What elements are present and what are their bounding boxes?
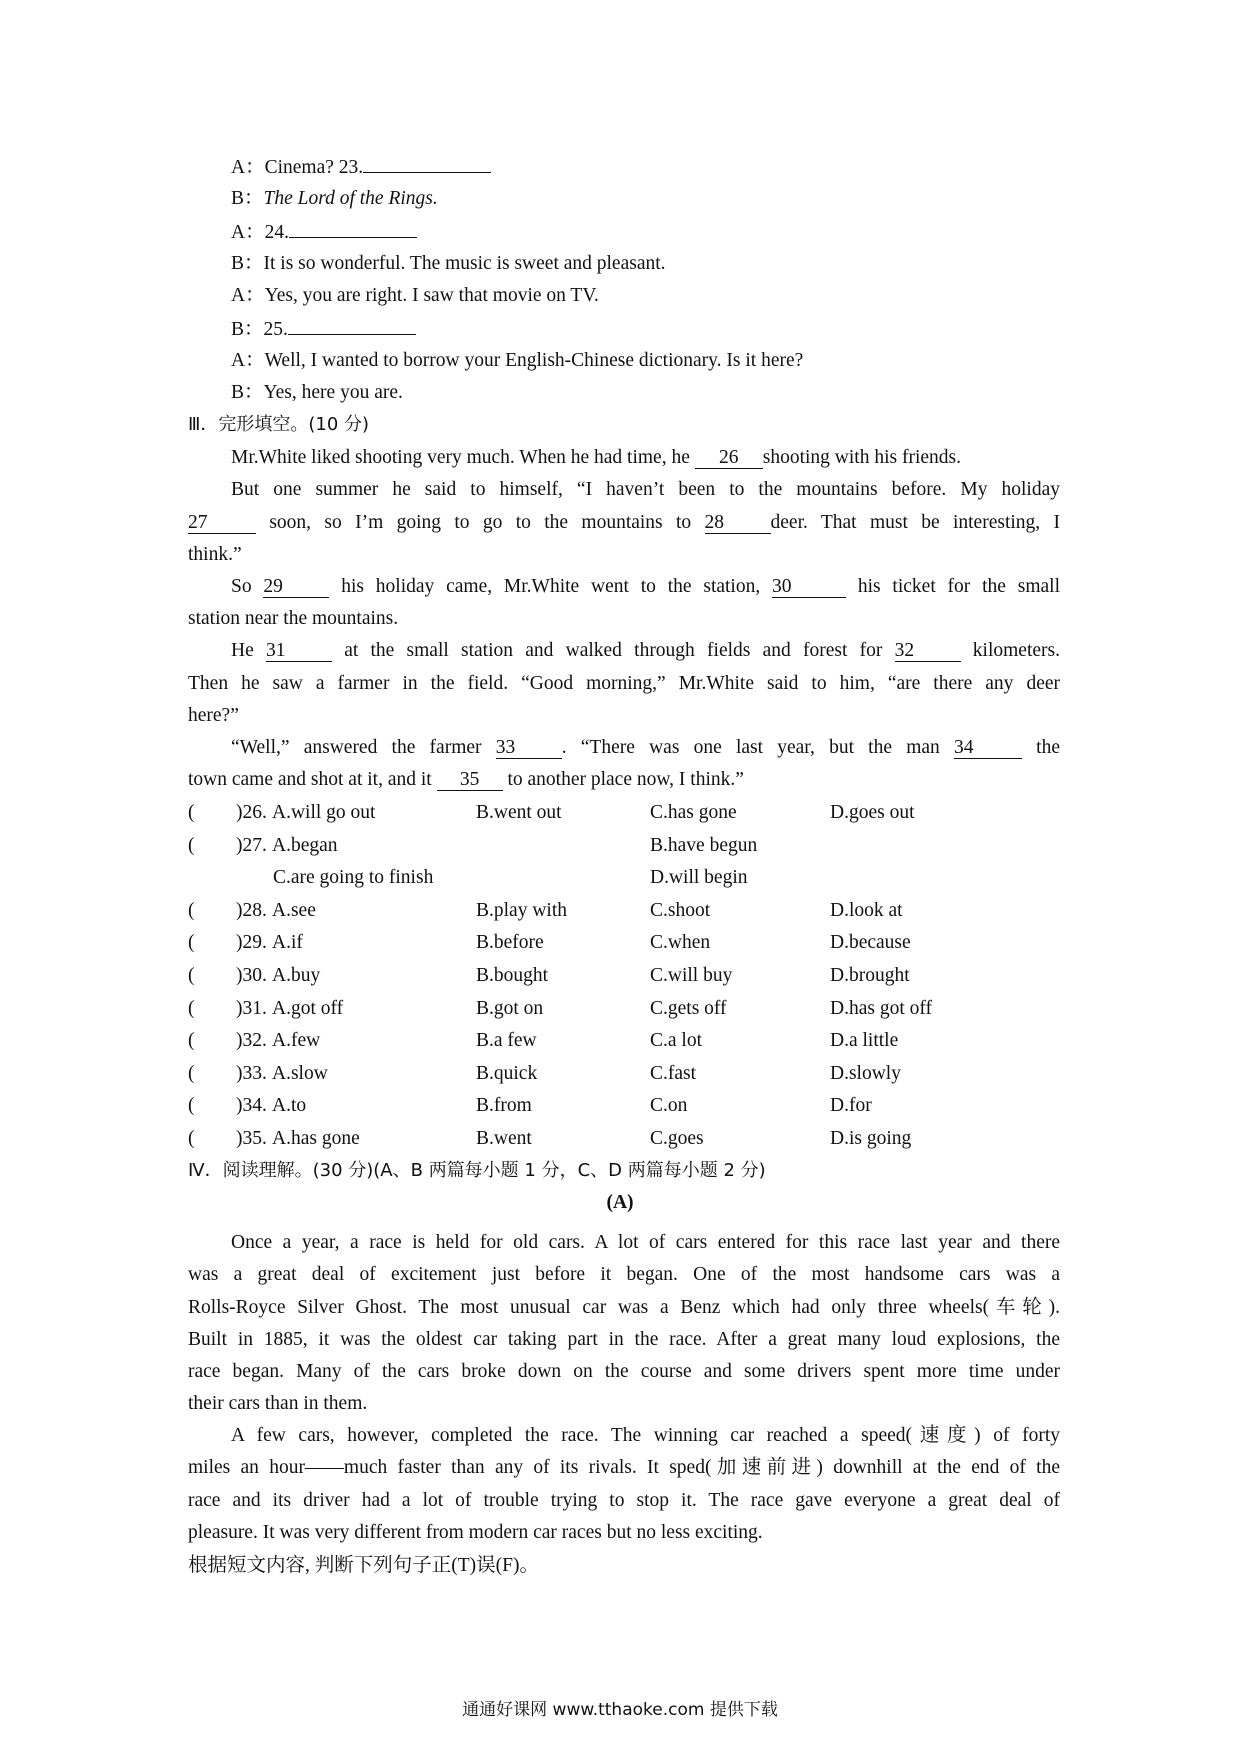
speaker-label: B： bbox=[231, 318, 264, 340]
dialogue-text: Cinema? 23. bbox=[264, 157, 364, 178]
cloze-blank-26: 26 bbox=[695, 448, 763, 469]
option-num: )35. bbox=[236, 1128, 267, 1149]
option-paren[interactable]: ( bbox=[188, 1095, 195, 1117]
cloze-blank-34: 34 bbox=[954, 738, 1022, 759]
option-num: )28. bbox=[236, 899, 267, 921]
speaker-label: B： bbox=[231, 382, 264, 404]
option-b: B.got on bbox=[476, 997, 544, 1019]
option-b: B.bought bbox=[476, 965, 549, 986]
option-b: B.went bbox=[476, 1128, 532, 1149]
option-a: A.buy bbox=[272, 965, 321, 986]
cloze-para-1: Mr.White liked shooting very much. When he had time, he 26 shooting with his friends. bbox=[231, 447, 961, 468]
dialogue-line bbox=[231, 283, 599, 309]
option-a: A.has gone bbox=[272, 1128, 360, 1149]
option-c: C.shoot bbox=[650, 899, 711, 921]
option-c: C.has gone bbox=[650, 802, 737, 823]
cloze-blank-28: 28 bbox=[705, 513, 771, 534]
option-a: A.to bbox=[272, 1095, 307, 1117]
dialogue-text: Yes, here you are. bbox=[263, 382, 403, 404]
option-a: A.got off bbox=[272, 997, 344, 1019]
option-paren[interactable]: ( bbox=[188, 1062, 195, 1084]
dialogue-line bbox=[231, 154, 491, 181]
option-num: )29. bbox=[236, 932, 267, 954]
option-c: C.gets off bbox=[650, 997, 727, 1019]
option-b: B.before bbox=[476, 932, 544, 954]
passage-line: miles an hour——much faster than any of its rivals. It sped(加速前进) downhill at the end of the bbox=[188, 1457, 1060, 1479]
option-d: D.has got off bbox=[830, 997, 933, 1019]
section-3-heading: Ⅲ．完形填空。(10 分) bbox=[188, 414, 370, 435]
option-c: D.will begin bbox=[650, 867, 748, 889]
passage-line: Once a year, a race is held for old cars. A lot of cars entered for this race last year and there bbox=[231, 1232, 1060, 1253]
cloze-para-2-line-3: think.” bbox=[188, 544, 242, 565]
option-a: C.are going to finish bbox=[273, 867, 434, 889]
option-c: C.goes bbox=[650, 1128, 704, 1149]
speaker-label: A： bbox=[231, 221, 265, 243]
option-a: A.few bbox=[272, 1030, 321, 1052]
dialogue-line bbox=[231, 380, 403, 406]
option-num: )34. bbox=[236, 1095, 267, 1117]
cloze-blank-32: 32 bbox=[895, 641, 961, 662]
speaker-label: A： bbox=[231, 285, 265, 307]
option-d: D.because bbox=[830, 932, 911, 954]
passage-line: race and its driver had a lot of trouble trying to stop it. The race gave everyone a great deal of bbox=[188, 1489, 1060, 1511]
passage-line: A few cars, however, completed the race. The winning car reached a speed(速度) of forty bbox=[231, 1425, 1060, 1446]
dialogue-text: Well, I wanted to borrow your English-Chinese dictionary. Is it here? bbox=[264, 349, 804, 371]
dialogue-line bbox=[231, 316, 416, 343]
cloze-blank-27: 27 bbox=[188, 513, 256, 534]
option-d: D.is going bbox=[830, 1128, 912, 1149]
dialogue-line bbox=[231, 186, 438, 212]
option-d: D.goes out bbox=[830, 802, 915, 823]
option-c: C.fast bbox=[650, 1062, 697, 1084]
dialogue-line bbox=[231, 251, 666, 277]
option-c: C.will buy bbox=[650, 965, 733, 986]
cloze-para-2-line-1: But one summer he said to himself, “I haven’t been to the mountains before. My holiday bbox=[231, 479, 1060, 500]
option-a: A.if bbox=[272, 932, 303, 954]
cloze-para-3-line-1: So 29 his holiday came, Mr.White went to the station, 30 his ticket for the small bbox=[231, 576, 1060, 597]
option-c: C.a lot bbox=[650, 1030, 702, 1052]
cloze-para-4-line-1: He 31 at the small station and walked through fields and forest for 32 kilometers. bbox=[231, 640, 1060, 661]
dialogue-line bbox=[231, 348, 803, 374]
option-num: )27. bbox=[236, 834, 267, 856]
dialogue-text: 24. bbox=[264, 221, 289, 243]
speaker-label: A： bbox=[231, 349, 265, 371]
cloze-para-5-line-2: town came and shot at it, and it 35 to another place now, I think.” bbox=[188, 769, 744, 790]
cloze-para-5-line-1: “Well,” answered the farmer 33 . “There was one last year, but the man 34 the bbox=[231, 737, 1060, 758]
dialogue-text: 25. bbox=[263, 318, 288, 340]
cloze-blank-30: 30 bbox=[772, 577, 846, 598]
option-num: )32. bbox=[236, 1030, 267, 1052]
cloze-blank-33: 33 bbox=[496, 738, 562, 759]
option-c: B.have begun bbox=[650, 834, 758, 856]
answer-blank[interactable] bbox=[288, 316, 416, 335]
true-false-instruction: 根据短文内容, 判断下列句子正(T)误(F)。 bbox=[188, 1555, 539, 1576]
option-b: B.from bbox=[476, 1095, 532, 1117]
option-d: D.look at bbox=[830, 899, 903, 921]
passage-a-paragraph-1-last: their cars than in them. bbox=[188, 1393, 368, 1414]
passage-line: Built in 1885, it was the oldest car taking part in the race. After a great many loud explosions, the bbox=[188, 1328, 1060, 1350]
option-num: )30. bbox=[236, 965, 267, 986]
speaker-label: B： bbox=[231, 252, 264, 274]
option-b: B.play with bbox=[476, 899, 567, 921]
page-footer: 通通好课网 www.tthaoke.com 提供下载 bbox=[462, 1700, 778, 1720]
option-paren[interactable]: ( bbox=[188, 899, 195, 921]
option-d: D.slowly bbox=[830, 1062, 901, 1084]
option-paren[interactable]: ( bbox=[188, 932, 195, 954]
option-num: )33. bbox=[236, 1062, 267, 1084]
option-c: C.when bbox=[650, 932, 711, 954]
option-paren[interactable]: ( bbox=[188, 1128, 195, 1149]
dialogue-line bbox=[231, 219, 417, 246]
cloze-para-4-line-3: here?” bbox=[188, 705, 239, 726]
option-num: )26. bbox=[236, 802, 267, 823]
option-paren[interactable]: ( bbox=[188, 834, 195, 856]
dialogue-text: Yes, you are right. I saw that movie on TV. bbox=[264, 285, 599, 307]
passage-a-title: (A) bbox=[606, 1192, 634, 1213]
passage-line: Rolls-Royce Silver Ghost. The most unusual car was a Benz which had only three wheels(车轮). bbox=[188, 1296, 1060, 1318]
passage-a-paragraph-2-last: pleasure. It was very different from modern car races but no less exciting. bbox=[188, 1522, 763, 1543]
passage-line: was a great deal of excitement just before it began. One of the most handsome cars was a bbox=[188, 1264, 1060, 1286]
cloze-blank-35: 35 bbox=[437, 770, 503, 791]
speaker-label: B： bbox=[231, 188, 264, 210]
option-a: A.will go out bbox=[272, 802, 376, 823]
option-num: )31. bbox=[236, 997, 267, 1019]
speaker-label: A： bbox=[231, 157, 265, 178]
option-paren[interactable]: ( bbox=[188, 802, 195, 823]
section-4-heading: Ⅳ．阅读理解。(30 分)(A、B 两篇每小题 1 分，C、D 两篇每小题 2 分) bbox=[188, 1160, 766, 1181]
cloze-para-2-line-2: 27 soon, so I’m going to go to the mountains to 28 deer. That must be interesting, I bbox=[188, 512, 1060, 533]
option-c: C.on bbox=[650, 1095, 688, 1117]
answer-blank[interactable] bbox=[289, 219, 417, 238]
cloze-para-3-line-2: station near the mountains. bbox=[188, 608, 399, 629]
cloze-para-4-line-2: Then he saw a farmer in the field. “Good morning,” Mr.White said to him, “are there any deer bbox=[188, 673, 1060, 694]
dialogue-text: It is so wonderful. The music is sweet and pleasant. bbox=[263, 252, 666, 274]
cloze-blank-31: 31 bbox=[266, 641, 332, 662]
answer-blank[interactable] bbox=[363, 154, 491, 173]
option-b: B.a few bbox=[476, 1030, 537, 1052]
option-a: A.see bbox=[272, 899, 316, 921]
option-paren[interactable]: ( bbox=[188, 997, 195, 1019]
option-a: A.slow bbox=[272, 1062, 328, 1084]
option-a: A.began bbox=[272, 834, 338, 856]
option-paren[interactable]: ( bbox=[188, 965, 195, 986]
option-d: D.brought bbox=[830, 965, 910, 986]
option-b: B.quick bbox=[476, 1062, 538, 1084]
option-b: B.went out bbox=[476, 802, 562, 823]
passage-line: race began. Many of the cars broke down on the course and some drivers spent more time under bbox=[188, 1361, 1060, 1383]
dialogue-text: The Lord of the Rings. bbox=[263, 188, 438, 210]
option-d: D.a little bbox=[830, 1030, 899, 1052]
option-paren[interactable]: ( bbox=[188, 1030, 195, 1052]
cloze-blank-29: 29 bbox=[263, 577, 329, 598]
option-d: D.for bbox=[830, 1095, 872, 1117]
